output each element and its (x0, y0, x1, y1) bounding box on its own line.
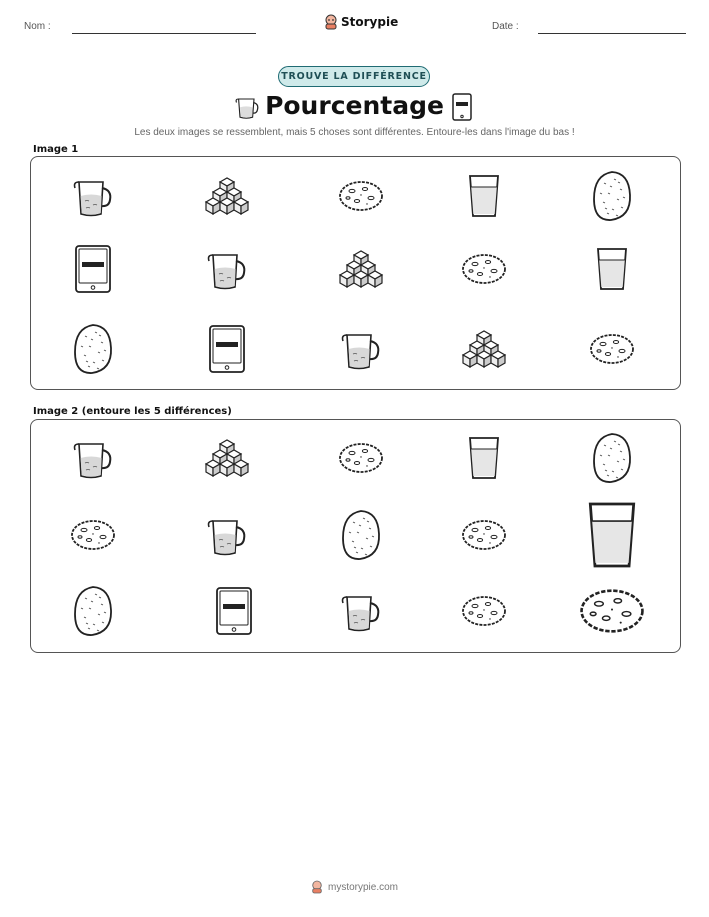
page-title: Pourcentage (265, 91, 444, 120)
sugar-cubes-icon (461, 329, 507, 369)
instructions-text: Les deux images se ressemblent, mais 5 choses sont différentes. Entoure-les dans l'image du bas ! (134, 127, 575, 138)
potato-icon[interactable] (590, 431, 634, 485)
name-label: Nom : (24, 21, 51, 32)
cookie-icon (588, 332, 636, 366)
mascot-icon (311, 880, 323, 894)
name-field-line[interactable] (72, 33, 256, 34)
pitcher-icon (71, 174, 115, 218)
image1-label: Image 1 (33, 144, 79, 155)
glass-icon[interactable] (584, 499, 640, 570)
pitcher-icon[interactable] (71, 436, 115, 480)
sugar-cubes-icon (204, 176, 250, 216)
date-label: Date : (492, 21, 519, 32)
activity-badge: TROUVE LA DIFFÉRENCE (278, 66, 430, 87)
image2-label: Image 2 (entoure les 5 différences) (33, 406, 232, 417)
sugar-cubes-icon (338, 249, 384, 289)
tablet-icon (74, 244, 112, 294)
mascot-icon (324, 14, 338, 30)
cookie-icon[interactable] (577, 586, 647, 635)
potato-icon (590, 169, 634, 223)
potato-icon[interactable] (71, 584, 115, 638)
date-field-line[interactable] (538, 33, 686, 34)
footer-site: mystorypie.com (327, 881, 398, 893)
pitcher-icon (339, 327, 383, 371)
cookie-icon (337, 179, 385, 213)
pitcher-icon[interactable] (339, 589, 383, 633)
brand-name: Storypie (341, 15, 399, 29)
pitcher-icon[interactable] (205, 513, 249, 557)
footer (0, 880, 709, 894)
title-tablet-icon (452, 93, 472, 125)
brand-logo (324, 14, 398, 30)
tablet-icon[interactable] (215, 586, 253, 636)
tablet-icon (208, 324, 246, 374)
cookie-icon[interactable] (460, 594, 508, 628)
potato-icon[interactable] (339, 508, 383, 562)
potato-icon (71, 322, 115, 376)
cookie-icon (460, 252, 508, 286)
pitcher-icon (205, 247, 249, 291)
sugar-cubes-icon[interactable] (204, 438, 250, 478)
glass-icon (466, 173, 502, 219)
cookie-icon[interactable] (460, 518, 508, 552)
cookie-icon[interactable] (69, 518, 117, 552)
glass-icon[interactable] (466, 435, 502, 481)
glass-icon (594, 246, 630, 292)
cookie-icon[interactable] (337, 441, 385, 475)
